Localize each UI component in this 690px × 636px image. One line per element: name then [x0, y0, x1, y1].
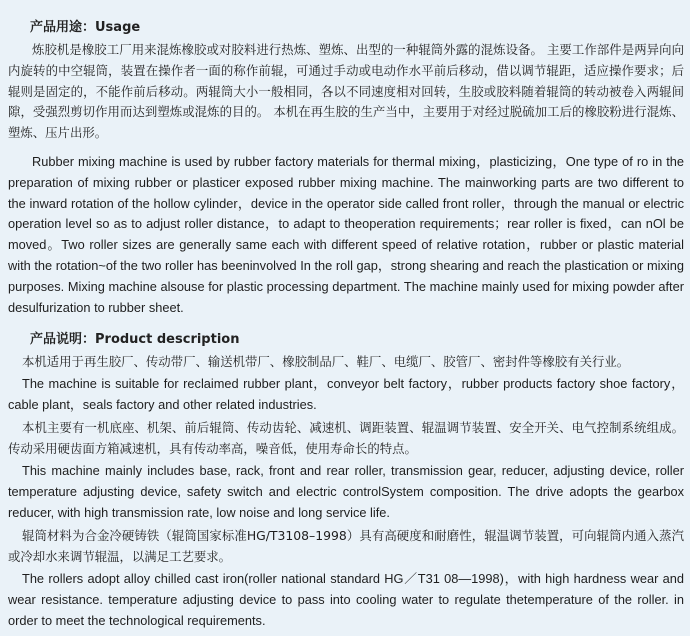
usage-paragraph-cn: 炼胶机是橡胶工厂用来混炼橡胶或对胶料进行热炼、塑炼、出型的一种辊筒外露的混炼设备。 主要工作部件是两异向向内旋转的中空辊筒，装置在操作者一面的称作前辊，可通过手动或电动作水平前后移动，借以调节辊距，适应操作要求；后辊则是固定的，不能作前后移动。两辊筒大小一般相同，各以不同速度相对回转，生胶或胶料随着辊筒的转动被卷入两辊间隙，受强烈剪切作用而达到塑炼或混炼的目的。 本机在再生胶的生产当中，主要用于对经过脱硫加工后的橡胶粉进行混炼、塑炼、压片出形。: [8, 42, 684, 141]
description-heading: 产品说明：Product description: [30, 332, 240, 347]
applicable-paragraph-en: The machine is suitable for reclaimed rubber plant，conveyor belt factory，rubber products factory shoe factory，cable plant，seals factory and other related industries.: [8, 376, 684, 412]
composition-paragraph-en: This machine mainly includes base, rack, front and rear roller, transmission gear, reducer, adjusting device, roller temperature adjusting device, safety switch and electric controlSystem composition. The drive adopts the gearbox reducer, with high transmission rate, low noise and long service life.: [8, 463, 684, 520]
material-paragraph-cn: 辊筒材料为合金冷硬铸铁（辊筒国家标准HG/T3108–1998）具有高硬度和耐磨性，辊温调节装置，可向辊筒内通入蒸汽或冷却水来调节辊温，以满足工艺要求。: [8, 528, 684, 564]
material-paragraph-en: The rollers adopt alloy chilled cast iron(roller national standard HG／T31 08—1998)，with high hardness wear and wear resistance. temperature adjusting device to pass into cooling water to regulate thetemperature of the roller. in order to meet the technological requirements.: [8, 571, 684, 628]
applicable-paragraph-cn: 本机适用于再生胶厂、传动带厂、输送机带厂、橡胶制品厂、鞋厂、电缆厂、胶管厂、密封件等橡胶有关行业。: [22, 354, 630, 369]
composition-paragraph-cn: 本机主要有一机底座、机架、前后辊筒、传动齿轮、减速机、调距装置、辊温调节装置、安全开关、电气控制系统组成。传动采用硬齿面方箱减速机，具有传动率高，噪音低，使用寿命长的特点。: [8, 420, 684, 456]
usage-heading: 产品用途：Usage: [30, 20, 141, 35]
usage-paragraph-en: Rubber mixing machine is used by rubber factory materials for thermal mixing，plasticizing，One type of ro in the preparation of mixing rubber or plasticer exposed rubber mixing machine. The mainworking parts are two different to the inward rotation of the hollow cylinder，device in the operator side called front roller，through the manual or electric operation level so as to adjust roller distance，to adapt to theoperation requirements；rear roller is fixed，can nOl be moved。Two roller sizes are generally same each with different speed of relative rotation，rubber or plastic material with the rotation~of the two roller has beeninvolved In the roll gap，strong shearing and reach the plastication or mixing purposes. Mixing machine alsouse for plastic processing department. The machine mainly used for mixing powder after desulfurization to rubber sheet.: [8, 154, 684, 315]
